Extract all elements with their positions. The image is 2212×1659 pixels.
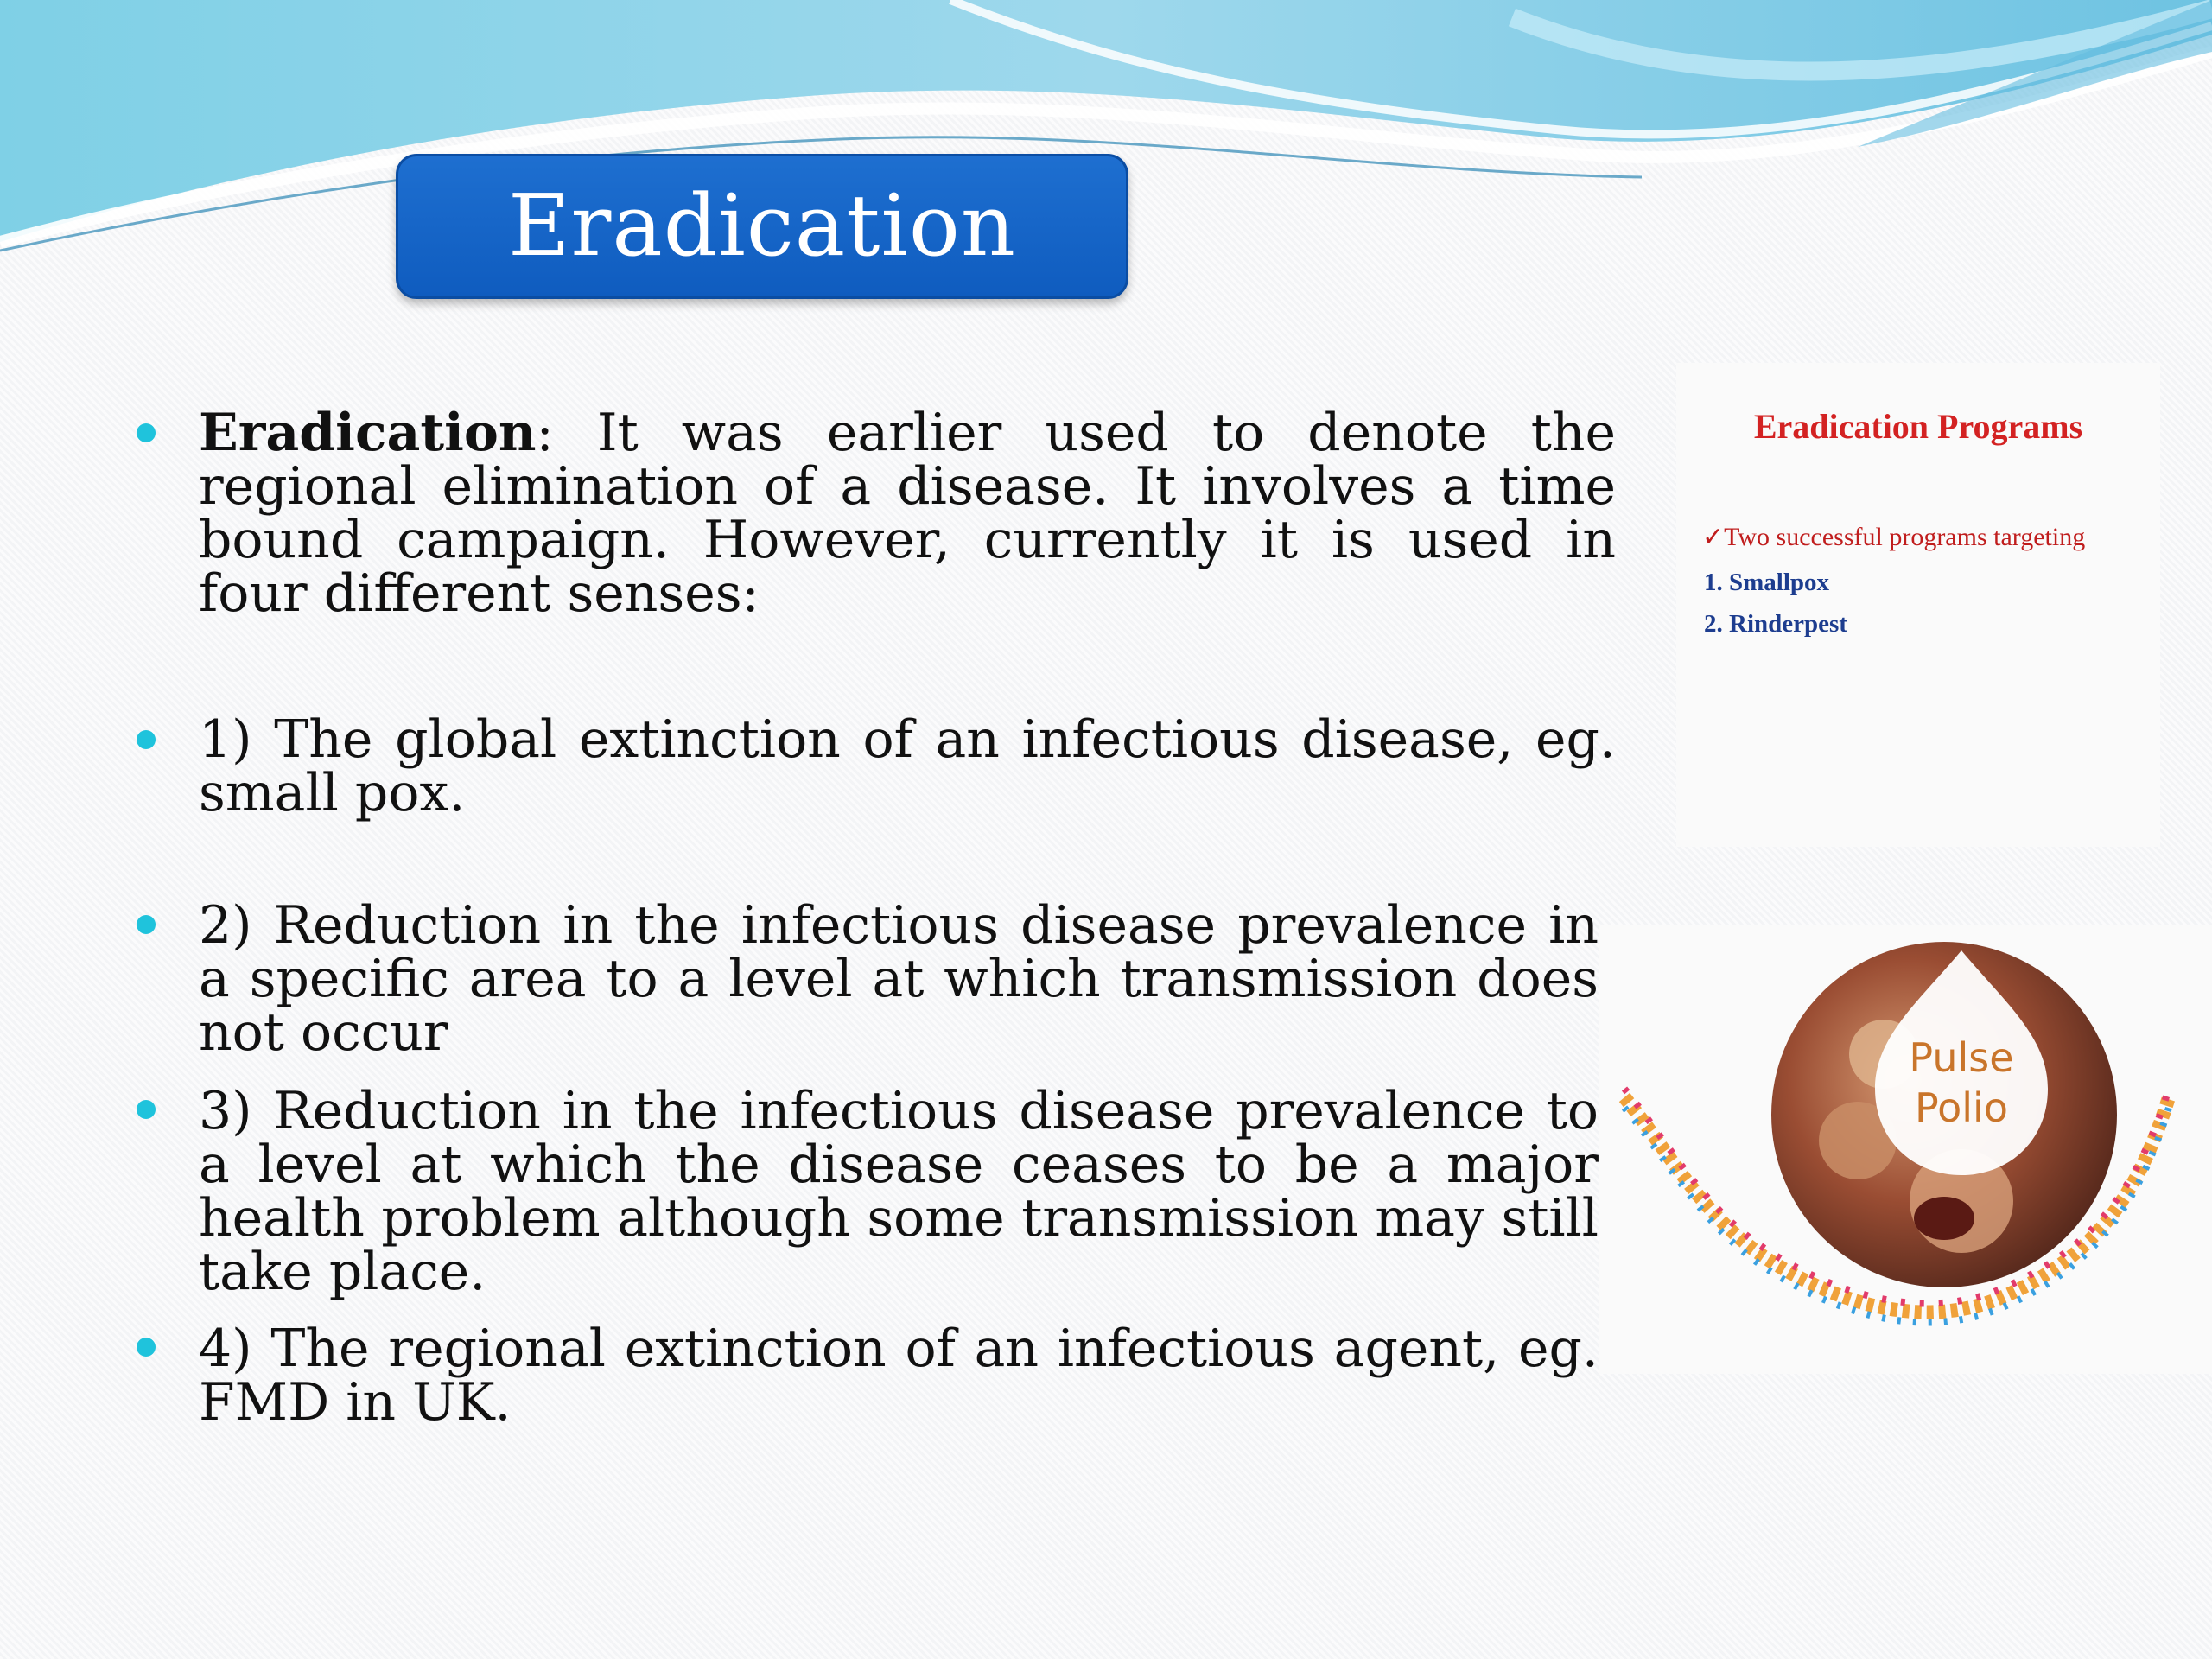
programs-item: 2. Rinderpest — [1704, 610, 1847, 638]
bullet-1-text: : It was earlier used to denote the regional elimination of a disease. It involves a time bound campaign. However, currently it is used in four different senses: — [199, 403, 1616, 624]
bullet-1-lead: Eradication — [199, 403, 537, 463]
bullet-dot — [137, 423, 156, 442]
bullet-1 — [199, 403, 1616, 624]
polio-label-line1: Pulse — [1909, 1034, 2014, 1081]
pulse-polio-illustration — [1599, 925, 2212, 1374]
bullet-3 — [199, 895, 1599, 1063]
slide-title: Eradication — [507, 177, 1017, 276]
polio-label-line2: Polio — [1915, 1084, 2008, 1131]
bullet-5-text: 4) The regional extinction of an infectious agent, eg. FMD in UK. — [199, 1319, 1599, 1433]
bullet-2-text: 1) The global extinction of an infectious disease, eg. small pox. — [199, 709, 1616, 823]
bullet-dot — [137, 730, 156, 749]
bullet-4 — [199, 1081, 1599, 1302]
slide-title-box — [396, 154, 1128, 299]
bullet-4-text: 3) Reduction in the infectious disease prevalence to a level at which the disease ceases to be a major health problem although some transmission may still take place. — [199, 1081, 1599, 1302]
bullet-5 — [199, 1319, 1599, 1433]
bullet-dot — [137, 1338, 156, 1357]
bullet-2 — [199, 709, 1616, 823]
eradication-programs-inset — [1676, 363, 2160, 847]
programs-intro: ✓Two successful programs targeting — [1702, 523, 2086, 551]
bullet-3-text: 2) Reduction in the infectious disease prevalence in a specific area to a level at which transmission does not occur — [199, 895, 1599, 1063]
bullet-dot — [137, 915, 156, 934]
programs-title: Eradication Programs — [1753, 407, 2083, 446]
pulse-polio-image — [1599, 925, 2212, 1374]
bullet-dot — [137, 1100, 156, 1119]
programs-item: 1. Smallpox — [1704, 569, 1830, 596]
